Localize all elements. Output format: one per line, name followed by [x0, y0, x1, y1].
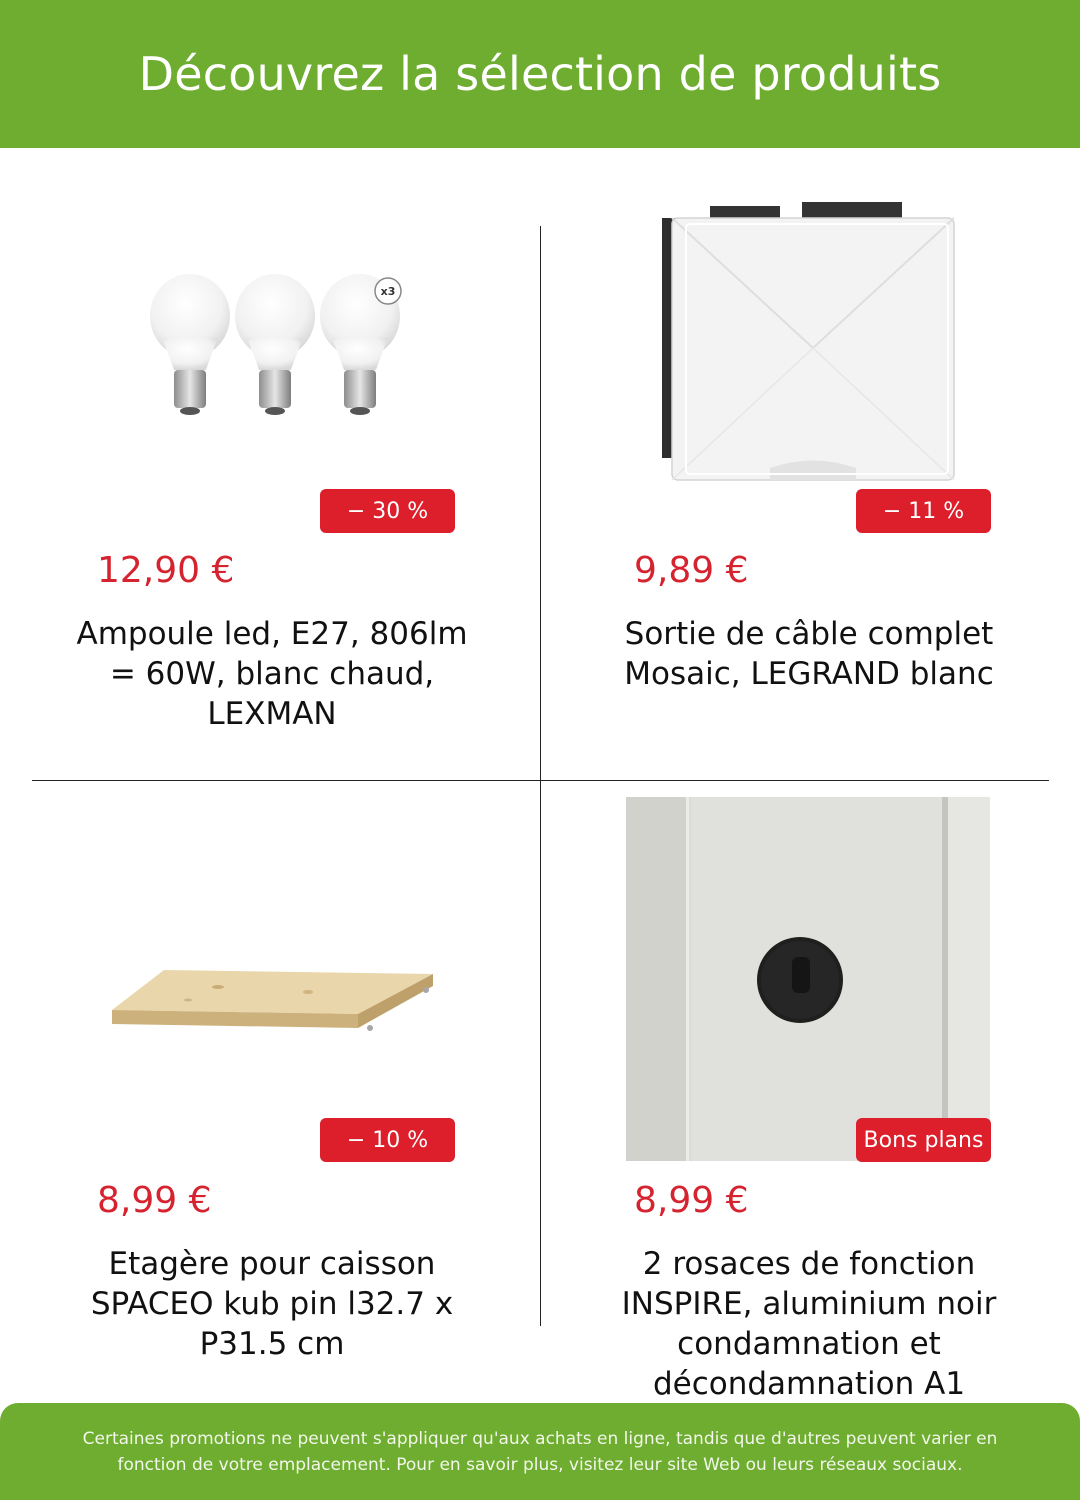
- product-title[interactable]: Ampoule led, E27, 806lm = 60W, blanc chaud, LEXMAN: [76, 616, 468, 732]
- page-header: [0, 0, 1080, 148]
- promo-badge: Bons plans: [856, 1118, 991, 1162]
- product-title[interactable]: Etagère pour caisson SPACEO kub pin l32.7 x P31.5 cm: [90, 1246, 454, 1362]
- product-image-cable-outlet[interactable]: [660, 198, 960, 508]
- product-card-rosettes[interactable]: [540, 780, 1080, 1400]
- product-price: 12,90 €: [97, 550, 235, 591]
- product-image-bulbs[interactable]: [140, 268, 410, 428]
- page-title: Découvrez la sélection de produits: [138, 47, 942, 101]
- product-card-cable-outlet[interactable]: [540, 148, 1080, 780]
- product-card-bulbs[interactable]: [0, 148, 540, 780]
- discount-badge: − 10 %: [320, 1118, 455, 1162]
- product-price: 8,99 €: [634, 1180, 749, 1221]
- product-title[interactable]: Sortie de câble complet Mosaic, LEGRAND blanc: [624, 616, 994, 692]
- product-image-rosettes[interactable]: [626, 797, 990, 1161]
- product-image-shelf[interactable]: [108, 962, 438, 1052]
- product-card-shelf[interactable]: [0, 780, 540, 1400]
- disclaimer-text: Certaines promotions ne peuvent s'appliquer qu'aux achats en ligne, tandis que d'autres peuvent varier en fonction de votre emplacement. Pour en savoir plus, visitez leur site Web ou leurs réseaux sociaux.: [82, 1428, 998, 1475]
- disclaimer-footer: [0, 1403, 1080, 1500]
- pack-quantity-label: x3: [380, 285, 396, 298]
- product-title[interactable]: 2 rosaces de fonction INSPIRE, aluminium noir condamnation et décondamnation A1: [621, 1246, 997, 1402]
- product-price: 8,99 €: [97, 1180, 212, 1221]
- discount-badge: − 11 %: [856, 489, 991, 533]
- product-price: 9,89 €: [634, 550, 749, 591]
- discount-badge: − 30 %: [320, 489, 455, 533]
